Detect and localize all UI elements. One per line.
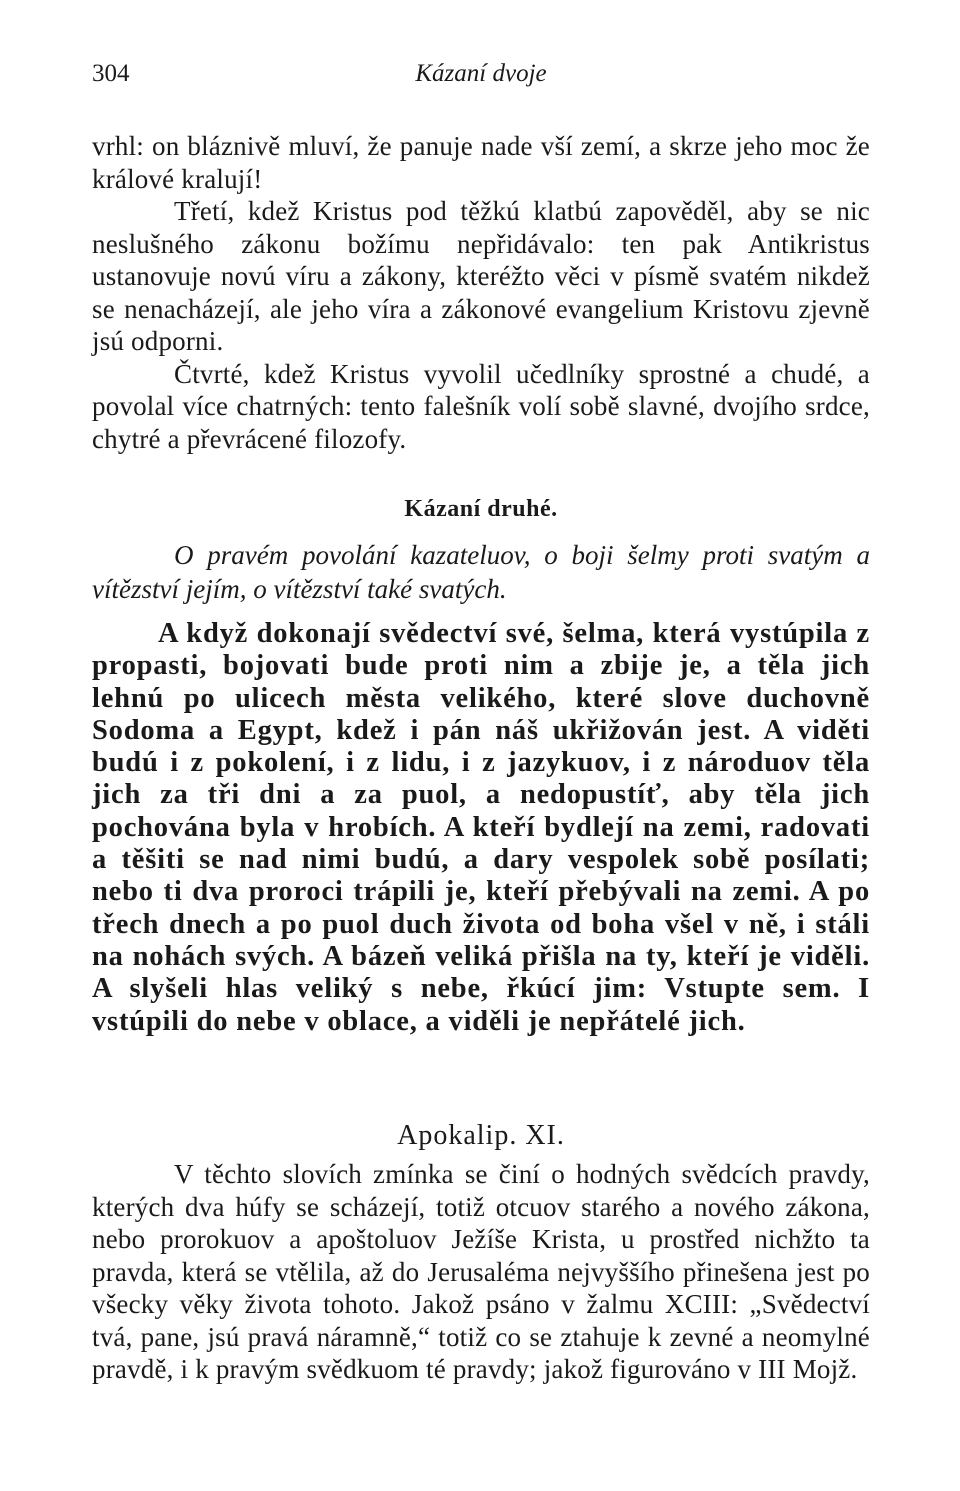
exposition-text: V těchto slovích zmínka se činí o hodných svědcích pravdy, kterých dva húfy se scházejí, totiž otcuov starého a nového zákona, nebo prorokuov a apoštoluov Ježíše Krista, u prostřed nichžto ta pravda, která se vtělila, až do Jerusaléma nejvyššího přinešena jest po všecky věky života tohoto. Jakož psáno v žalmu XCIII: „Svědectví tvá, pane, jsú pravá náramně,“ totiž co se ztahuje k zevné a neomylné pravdě, i k pravým svědkuom té pravdy; jakož figurováno v III Mojž.: [92, 1159, 870, 1384]
sermon-summary-block: [92, 538, 870, 606]
sermon-summary: O pravém povolání kazateluov, o boji šelmy proti svatým a vítězství jejím, o vítězství také svatých.: [92, 540, 870, 604]
paragraph-third: Třetí, kdež Kristus pod těžkú klatbú zapověděl, aby se nic neslušného zákonu božímu nepřidávalo: ten pak Antikristus ustanovuje novú víru a zákony, kteréžto věci v písmě svatém nikdež se nenacházejí, ale jeho víra a zákonové evangelium Kristovu zjevně jsú odporni.: [92, 196, 870, 356]
scripture-reference: Apokalip. XI.: [397, 1120, 565, 1151]
opening-text: [92, 130, 870, 455]
exposition-block: [92, 1158, 870, 1386]
running-title: Kázaní dvoje: [415, 60, 547, 87]
scripture-block: [92, 618, 870, 1038]
sermon-heading-block: [92, 496, 870, 523]
paragraph-continuation: vrhl: on bláznivě mluví, že panuje nade vší zemí, a skrze jeho moc že králové kralují!: [92, 131, 870, 194]
scripture-text: A když dokonají svědectví své, šelma, která vystúpila z propasti, bojovati bude proti nim a zbije je, a těla jich lehnú po ulicech města velikého, které slove duchovně Sodoma a Egypt, kdež i pán náš ukřižován jest. A viděti budú i z pokolení, i z lidu, i z jazykuov, i z národuov těla jich za tři dni a za puol, a nedopustíť, aby těla jich pochována byla v hrobích. A kteří bydlejí na zemi, radovati a těšiti se nad nimi budú, a dary vespolek sobě posílati; nebo ti dva proroci trápili je, kteří přebývali na zemi. A po třech dnech a po puol duch života od boha všel v ně, i stáli na nohách svých. A bázeň veliká přišla na ty, kteří je viděli. A slyšeli hlas veliký s nebe, řkúcí jim: Vstupte sem. I vstúpili do nebe v oblace, a viděli je nepřátelé jich.: [92, 618, 870, 1037]
sermon-heading: Kázaní druhé.: [404, 496, 558, 522]
book-page: [92, 0, 870, 1491]
paragraph-fourth: Čtvrté, kdež Kristus vyvolil učedlníky sprostné a chudé, a povolal více chatrných: tento falešník volí sobě slavné, dvojího srdce, chytré a převrácené filozofy.: [92, 358, 870, 454]
running-head: [92, 60, 870, 94]
page-number: 304: [92, 60, 130, 87]
reference-block: [92, 1120, 870, 1152]
